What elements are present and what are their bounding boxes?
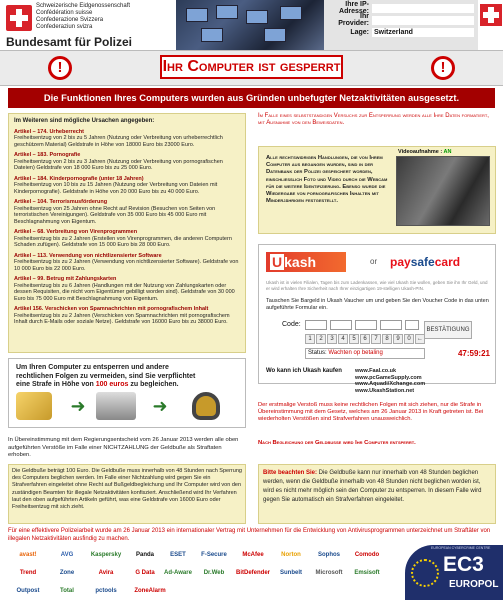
law-article: Artikel – 99. Betrug mit Zahlungskarten Freiheitsentzug bis zu 6 Jahren (Handlungen mit der Nutzung von Zahlungskarten oder dessen Requisiten, die nicht vom Eigentümer gebilligt worden sind). Geldstrafe von 30 000 Euro bis 75 000 Euro mit Beschlagnahmung von Eigentum. xyxy=(14,276,235,302)
code-input-3[interactable] xyxy=(355,320,377,330)
webcam-video xyxy=(396,156,490,226)
provider-value xyxy=(372,16,474,25)
code-label: Code: xyxy=(282,321,301,328)
logo: Total xyxy=(60,588,74,594)
arrow-right-icon: ➜ xyxy=(152,396,168,416)
ip-value xyxy=(372,4,474,13)
ukash-logo[interactable]: U kash xyxy=(266,252,346,272)
eu-stars-icon xyxy=(411,559,439,587)
payment-instruction: Tauschen Sie Bargeld in Ukash Vaucher um und geben Sie den Voucher Code in das unten aufgeführte Formular ein. xyxy=(266,298,489,311)
keypad-key[interactable]: 1 xyxy=(305,334,315,344)
money-icon xyxy=(16,392,52,420)
agency-name: Bundesamt für Polizei xyxy=(6,35,133,49)
fine-legal-text: Die Geldbuße beträgt 100 Euro. Die Geldbuße muss innerhalb von 48 Stunden nach Sperrung des Computers beglichen werden. Im Falle einer Nichtzahlung wird gegen Sie ein Strafverfahren eingeleitet ohne Recht auf Bußgeldbegleichung und Ihr Computer wird von den zuständigen Beamten für illegale Netzaktivitäten konfisziert. Anschließend wird Ihr Verfahren laut den oben aufgeführten Artikeln geführt, was eine Geldstrafe von 16000 Euro oder Freiheitsentzug mit sich zieht. xyxy=(8,464,246,524)
law-article: Artikel – 68. Verbreitung von Virenprogrammen Freiheitsentzug bis zu 2 Jahren (Erstellen von Virenprogrammen, die anderen Computern Schaden zufügen). Geldstrafe von 15 000 Euro bis 28 000 Euro. xyxy=(14,229,232,248)
warning-icon-left: ! xyxy=(48,56,72,80)
payment-steps xyxy=(16,392,241,422)
countdown-timer: 47:59:21 xyxy=(457,349,490,358)
code-input-2[interactable] xyxy=(330,320,352,330)
logo: F-Secure xyxy=(201,552,227,558)
logo: Microsoft xyxy=(315,570,343,576)
keypad-key[interactable]: 3 xyxy=(327,334,337,344)
status-box: Status: Wachten op betaling xyxy=(305,348,425,359)
ec3-europol-logo: EUROPEAN CYBERCRIME CENTRE EC3 EUROPOL xyxy=(405,545,503,600)
red-banner: Die Funktionen Ihres Computers wurden aus Gründen unbefugter Netzaktivitäten ausgesetzt. xyxy=(8,88,495,108)
logo: Avira xyxy=(98,570,114,576)
keypad-key[interactable]: 0 xyxy=(404,334,414,344)
code-input-1[interactable] xyxy=(305,320,327,330)
logo: Sunbelt xyxy=(280,570,302,576)
shop-link[interactable]: www.Faal.co.uk xyxy=(355,368,397,374)
or-separator: or xyxy=(370,257,378,266)
buy-ukash-title: Wo kann ich Ukash kaufen xyxy=(266,368,342,374)
confirm-button[interactable]: BESTÄTIGUNG xyxy=(424,321,472,339)
ip-label: Ihre IP-Adresse: xyxy=(339,1,369,15)
header xyxy=(0,0,503,50)
law-article: Artikel 156. Verschicken von Spamnachrichten mit pornografischem Inhalt Freiheitsentzug bis zu 2 Jahren (Verschicken von Spamnachrichten mit pornografischem Inhalt durch E-Mails oder soziale Netze). Geldstrafe von 16000 Euro bis zu 38000 Euro. xyxy=(14,306,230,325)
footer-text: Für eine effektivere Polizeiarbeit wurde am 26 Januar 2013 ein internationaler Vertrag mit Unternehmen für die Entwicklung von Antivirusprogrammen unterzeichnet um Straftäter von illegalen Netzaktivitäten ausfindig zu machen. xyxy=(8,528,491,542)
video-status: AN xyxy=(443,149,452,155)
code-input-4[interactable] xyxy=(380,320,402,330)
logo: Outpost xyxy=(16,588,40,594)
fine-text: Um Ihren Computer zu entsperren und andere rechtlichen Folgen zu vermeiden, sind Sie verpflichtet eine Strafe in Höhe von 100 euros zu begleichen. xyxy=(16,364,196,388)
logo: McAfee xyxy=(242,552,264,558)
logo: Norton xyxy=(281,552,301,558)
logo: Trend xyxy=(19,570,37,576)
provider-label: Ihr Provider: xyxy=(338,13,369,27)
keypad-key[interactable]: 4 xyxy=(338,334,348,344)
location-label: Lage: xyxy=(350,28,369,36)
code-input-5[interactable] xyxy=(405,320,419,330)
keypad-backspace[interactable]: ← xyxy=(417,336,423,342)
shop-link[interactable]: www.UkashStation.net xyxy=(355,387,415,394)
logo: Emsisoft xyxy=(354,570,380,576)
logo: ZoneAlarm xyxy=(134,588,166,594)
logo: avast! xyxy=(19,552,37,558)
swiss-flag-icon xyxy=(6,5,32,31)
unlock-note: Nach Begleichung der Geldbuße wird Ihr Computer entsperrt. xyxy=(258,440,416,446)
keypad-key[interactable]: 5 xyxy=(349,334,359,344)
logo: Comodo xyxy=(354,552,380,558)
video-label: Videoaufnahme : AN xyxy=(398,149,452,155)
keypad-key[interactable]: 9 xyxy=(393,334,403,344)
status-value: Wachten op betaling xyxy=(328,350,383,356)
camera-text: Alle rechtswidrigen Handlungen, die von Ihrem Computer aus begangen wurden, sind in der Datenbank der Polizei gespeichert worden, einschließlich Foto und Video durch die Webcam für die weitere Identifizierung. Ebenso wurde die Wiedergabe von pornografischen Inhalten mit Minderjährigen festgestellt. xyxy=(266,155,388,205)
notice-panel: Bitte beachten Sie: Die Geldbuße kann nur innerhalb von 48 Stunden beglichen werden, wenn die Geldbuße innerhalb von 48 Stunden nicht beglichen worden ist, wird es nicht mehr möglich sein den Computer zu entsperren. In diesem Falle wird gegen Sie automatisch ein Strafverfahren eingeleitet. xyxy=(258,464,496,524)
warning-icon-right: ! xyxy=(431,56,455,80)
logo: Kaspersky xyxy=(90,552,122,558)
paysafecard-logo[interactable]: paysafecard xyxy=(390,255,461,269)
law-article: Artikel – 184. Kinderpornografie (unter 18 Jahren) Freiheitsentzug von 10 bis zu 15 Jahren (Nutzung oder Verbreitung von Dateien mit Kinderpornografie). Geldstrafe in Höhe von 20 000 Euro bis zu 40 000 Euro. xyxy=(14,175,218,195)
law-article: Artikel – 174. Urheberrecht Freiheitsentzug von 2 bis zu 5 Jahren (Nutzung oder Verbreitung von urheberrechtlich geschützem Material) Geldstrafe in Höhe von 18000 Euro bis 23000 Euro. xyxy=(14,128,223,148)
format-warning: Im Falle eines selbstständigen Versuchs zur Entsperrung werden alle Ihre Daten formatiert, mit Ausnahme von den Beweisdaten. xyxy=(258,113,489,126)
logo: Panda xyxy=(135,552,154,558)
logo: BitDefender xyxy=(236,570,271,576)
keypad-key[interactable]: 7 xyxy=(371,334,381,344)
logo: AVG xyxy=(60,552,74,558)
logo: Ad-Aware xyxy=(164,570,192,576)
padlock-icon xyxy=(192,392,220,420)
card-terminal-icon xyxy=(96,392,136,420)
location-value: Switzerland xyxy=(372,28,474,37)
law-article: Artikel – 183. Pornografie Freiheitsentzug von 2 bis zu 3 Jahren (Nutzung oder Verbreitung von pornografischen Dateien) Geldstrafe von 18 000 Euro bis zu 25 000 Euro. xyxy=(14,152,223,171)
page-title: Ihr Computer ist gesperrt xyxy=(160,55,343,79)
laws-panel xyxy=(8,113,246,353)
logo: Sophos xyxy=(318,552,340,558)
police-photo xyxy=(176,0,324,50)
keypad-key[interactable]: 2 xyxy=(316,334,326,344)
swiss-cross-icon xyxy=(480,4,502,26)
shop-list xyxy=(355,368,425,394)
shop-link[interactable]: www.pcGameSupply.com xyxy=(355,374,422,381)
laws-heading: Im Weiteren sind mögliche Ursachen angegeben: xyxy=(14,118,155,124)
keypad-key[interactable]: 8 xyxy=(382,334,392,344)
logo: Dr.Web xyxy=(203,570,225,576)
arrow-right-icon: ➜ xyxy=(70,396,86,416)
ip-info-box xyxy=(324,0,478,50)
first-offense-warning: Der erstmalige Verstoß muss keine rechtlichen Folgen mit sich ziehen, nur die Strafe in Übereinstimmung mit dem Gesetz, welches am 26 Januar 2013 in Kraft getreten ist. Bei wiederholten Verstößen sind Strafverfahren unausweichlich. xyxy=(258,402,484,422)
logo: Zone xyxy=(59,570,75,576)
law-article: Artikel – 113. Verwendung von nichtlizensierter Software Freiheitsentzug bis zu 2 Jahren (Verwendung von nichtlizensierter Software). Geldstrafe von 10 000 Euro bis 22 000 Euro. xyxy=(14,252,239,272)
keypad-key[interactable]: 6 xyxy=(360,334,370,344)
logo: G Data xyxy=(135,570,155,576)
law-article: Artikel – 104. Terrorismusförderung Freiheitsentzug von 25 Jahren ohne Recht auf Revision (Besuchen von Seiten von terroristischen Vereinigungen). Geldstrafe von 35 000 Euro bis 45 000 Euro mit Beschlagnahmung von Eigentum. xyxy=(14,199,216,225)
regulation-text: In Übereinstimmung mit dem Regierungsentscheid vom 26 Januar 2013 werden alle oben aufgeführten Verstöße im Falle einer NICHTZAHLUNG der Geldbuße als Straftaten erhoben. xyxy=(8,437,239,458)
antivirus-logos xyxy=(8,546,408,600)
logo: ESET xyxy=(170,552,186,558)
confederation-lines: Schweizerische Eidgenossenschaft Confédération suisse Confederazione Svizzera Confederaziun svizra xyxy=(36,3,131,30)
fine-amount: 100 euros xyxy=(95,381,129,388)
ukash-description: Ukash ist in vielen Filialen, Tagen bis zum Ladenkassen, wie viel Ukash Sie wollen, geben Sie ihn Ihr Geld, und er wird erhalten Ihre Sicherheit nach Ihrer einzigartigen 19-stelligen Ukash-PIN. xyxy=(266,280,488,291)
logo: pctools xyxy=(95,588,117,594)
shop-link[interactable]: www.Aquadi/Xchange.com xyxy=(355,381,426,387)
